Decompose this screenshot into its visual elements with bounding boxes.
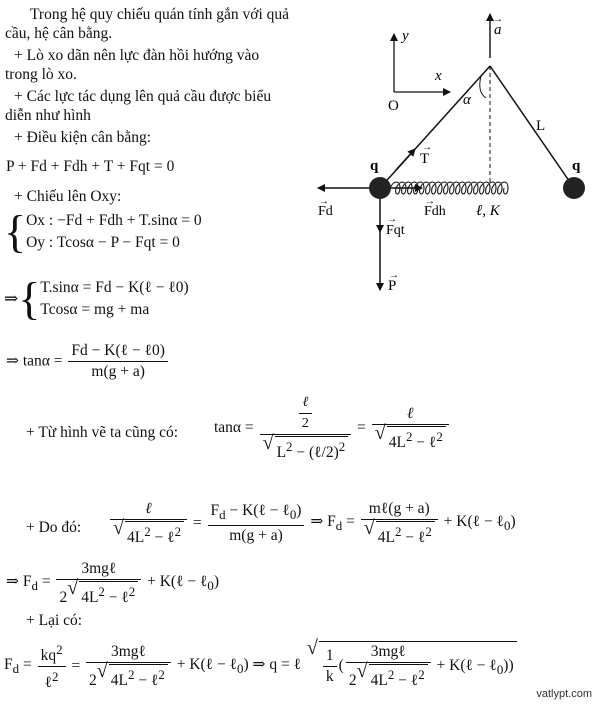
label-string-length: L bbox=[536, 118, 546, 134]
ball-left bbox=[369, 177, 391, 199]
paragraph-spring-stretched: + Lò xo dãn nên lực đàn hồi hướng vào bbox=[14, 47, 260, 64]
paragraph-frame-intro: Trong hệ quy chiếu quán tính gắn với quả bbox=[30, 6, 290, 23]
equation-force-balance: P + Fd + Fdh + T + Fqt = 0 bbox=[6, 158, 175, 175]
svg-text:→: → bbox=[422, 142, 432, 153]
equation-fd-derivation: ℓ √ $4L^2$ − ℓ$^2$ = $\frac{F_d - K(\ell - \ell_0)}{m(g + a)}$ ⇒ $F_d$ = mℓ(g + a) √ $4L^2$ − ℓ$^2$ + K(ℓ − ℓ$_0$) bbox=[108, 500, 516, 547]
svg-text:→: → bbox=[319, 196, 329, 207]
tan-denominator: m(g + a) bbox=[91, 363, 145, 380]
strings bbox=[380, 66, 574, 188]
equation-oy: Oy : Tcosα − P − Fqt = 0 bbox=[26, 234, 180, 251]
svg-text:→: → bbox=[389, 270, 399, 281]
label-charge-right: q bbox=[572, 158, 581, 174]
label-inertial-force: Fqt bbox=[386, 223, 405, 238]
label-y: y bbox=[402, 28, 409, 44]
label-tension: T bbox=[420, 151, 430, 167]
equation-fd-result: ⇒ $F_d$ = $\frac{\text{3mgℓ}}{2√ 4L^2 - \ell^2}$ + K(ℓ − ℓ$_0$) bbox=[6, 560, 219, 607]
equation-system-oxy: { Ox : −Fd + Fdh + T.sinα = 0 Oy : Tcosα − P − Fqt = 0 bbox=[4, 206, 202, 257]
label-charge-left: q bbox=[370, 158, 379, 174]
paragraph-frame-intro-cont: cầu, hệ cân bằng. bbox=[5, 25, 113, 42]
paragraph-therefore: + Do đó: bbox=[26, 519, 82, 536]
equation-tsin: T.sinα = Fd − K(ℓ − ℓ0) bbox=[40, 279, 189, 296]
watermark: vatlypt.com bbox=[536, 688, 592, 700]
ball-right bbox=[563, 177, 585, 199]
equation-ox: Ox : −Fd + Fdh + T.sinα = 0 bbox=[26, 212, 202, 229]
equation-tan-geometry: tanα = $\frac{\text{ℓ}}{2}$ √ $L^2$ − (ℓ/2)$^2$ = ℓ √ $4L^2$ − ℓ$^2$ bbox=[214, 394, 451, 462]
label-spring-force: Fdh bbox=[424, 204, 446, 219]
label-x: x bbox=[435, 68, 442, 84]
svg-text:→: → bbox=[387, 214, 397, 225]
label-electric-force: Fd bbox=[318, 204, 333, 219]
label-origin: O bbox=[388, 98, 399, 114]
label-alpha: α bbox=[463, 92, 471, 108]
svg-text:→: → bbox=[425, 196, 435, 207]
equation-system-derived: ⇒{ T.sinα = Fd − K(ℓ − ℓ0) Tcosα = mg + ma bbox=[4, 273, 189, 324]
equation-tan-alpha: ⇒ tanα = $\frac{\text{Fd − K(ℓ − ℓ0)}}{m(g + a)}$ bbox=[6, 342, 170, 381]
svg-text:→: → bbox=[493, 14, 503, 25]
coordinate-axes bbox=[388, 28, 450, 114]
paragraph-spring-stretched-cont: trong lò xo. bbox=[5, 66, 77, 83]
label-acceleration: a bbox=[494, 22, 502, 38]
paragraph-geometry: + Từ hình vẽ ta cũng có: bbox=[26, 424, 179, 441]
label-spring-params: ℓ, K bbox=[476, 203, 500, 219]
paragraph-projection: + Chiếu lên Oxy: bbox=[14, 188, 122, 205]
equation-charge-result: $F_d$ = $\frac{kq^2}{\ell^2}$ = $\frac{\text{3mgℓ}}{2√ 4L^2 - \ell^2}$ + K(ℓ − ℓ$_0$) ⇒ q = ℓ √ $\frac{1}{k}$ ( $\frac{\text{3mgℓ}}{2√ 4L^2 - \ell^2}$ + K(ℓ − ℓ$_0$)) bbox=[4, 641, 517, 692]
force-diagram bbox=[300, 0, 600, 310]
paragraph-also: + Lại có: bbox=[26, 612, 83, 629]
paragraph-forces: + Các lực tác dụng lên quả cầu được biểu bbox=[14, 88, 272, 105]
equation-tcos: Tcosα = mg + ma bbox=[40, 301, 150, 318]
paragraph-equilibrium-condition: + Điều kiện cân bằng: bbox=[14, 129, 152, 146]
label-weight: P bbox=[388, 278, 397, 294]
tan-numerator: Fd − K(ℓ − ℓ0) bbox=[68, 342, 167, 362]
paragraph-forces-cont: diễn như hình bbox=[5, 107, 91, 124]
